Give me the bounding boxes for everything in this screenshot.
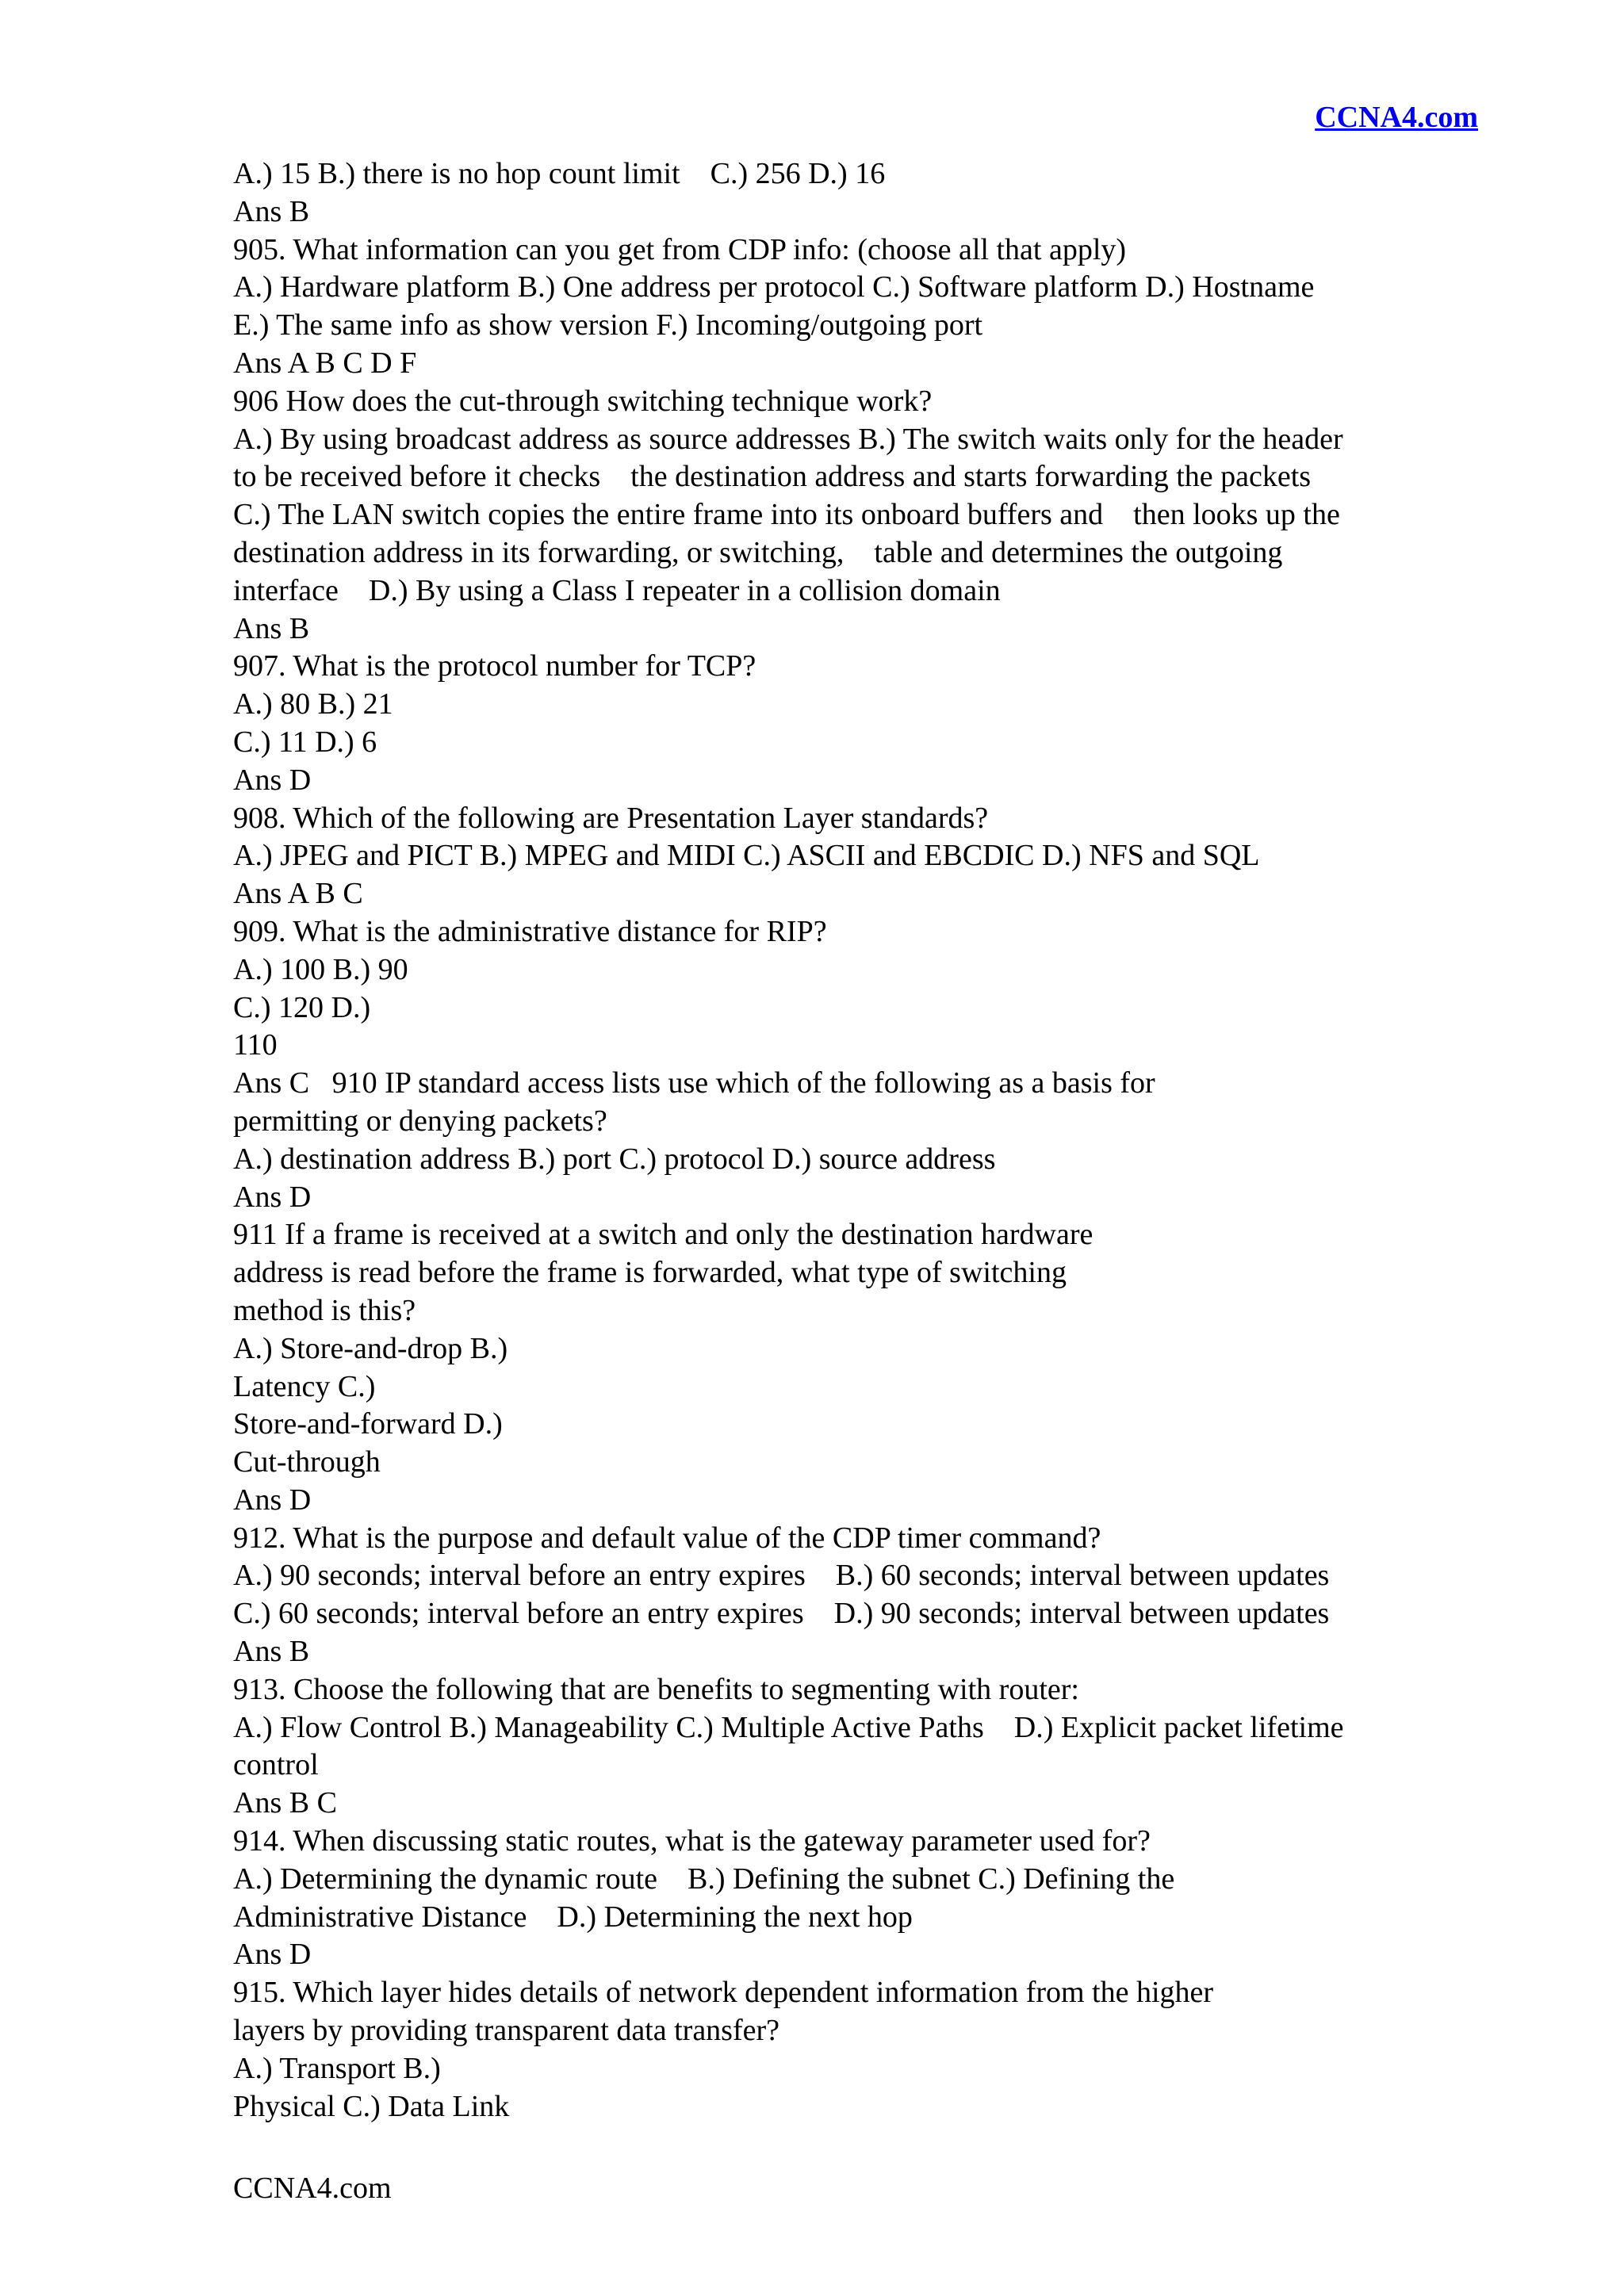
text-line: A.) Flow Control B.) Manageability C.) Multiple Active Paths D.) Explicit packet lifetime: [233, 1710, 1344, 1744]
text-line: C.) The LAN switch copies the entire frame into its onboard buffers and then looks up the: [233, 498, 1340, 532]
text-line: Latency C.): [233, 1369, 376, 1403]
text-line: 907. What is the protocol number for TCP?: [233, 649, 756, 683]
text-line: Ans B C: [233, 1786, 337, 1820]
text-line: 915. Which layer hides details of network dependent information from the higher: [233, 1976, 1214, 2010]
text-line: Physical C.) Data Link: [233, 2089, 510, 2123]
text-line: address is read before the frame is forwarded, what type of switching: [233, 1256, 1067, 1290]
text-line: 905. What information can you get from CDP info: (choose all that apply): [233, 232, 1127, 266]
text-line: Ans B: [233, 1635, 310, 1669]
text-line: control: [233, 1748, 319, 1782]
text-line: 110: [233, 1028, 278, 1062]
text-line: A.) Determining the dynamic route B.) Defining the subnet C.) Defining the: [233, 1862, 1175, 1896]
text-line: C.) 60 seconds; interval before an entry expires D.) 90 seconds; interval between updates: [233, 1597, 1330, 1631]
text-line: permitting or denying packets?: [233, 1104, 607, 1138]
text-line: Cut-through: [233, 1445, 381, 1479]
text-line: E.) The same info as show version F.) Incoming/outgoing port: [233, 308, 983, 342]
text-line: 908. Which of the following are Presentation Layer standards?: [233, 801, 989, 835]
text-line: C.) 120 D.): [233, 990, 371, 1024]
text-line: destination address in its forwarding, or switching, table and determines the outgoing: [233, 535, 1283, 569]
text-line: 912. What is the purpose and default value of the CDP timer command?: [233, 1521, 1101, 1555]
text-line: A.) destination address B.) port C.) protocol D.) source address: [233, 1142, 996, 1176]
text-line: Store-and-forward D.): [233, 1407, 503, 1441]
document-body: [233, 155, 1502, 2126]
text-line: interface D.) By using a Class I repeater in a collision domain: [233, 573, 1001, 607]
page-footer: CCNA4.com: [233, 2172, 392, 2205]
text-line: Ans A B C D F: [233, 346, 417, 380]
text-line: Ans D: [233, 763, 312, 797]
text-line: Ans D: [233, 1938, 312, 1972]
text-line: method is this?: [233, 1293, 416, 1327]
site-link[interactable]: CCNA4.com: [1315, 101, 1478, 134]
text-line: A.) Transport B.): [233, 2051, 441, 2085]
text-line: layers by providing transparent data transfer?: [233, 2014, 780, 2048]
text-line: A.) 80 B.) 21: [233, 687, 393, 721]
text-line: Ans D: [233, 1180, 312, 1214]
text-line: Ans D: [233, 1483, 312, 1517]
text-line: Ans B: [233, 611, 310, 645]
text-line: 914. When discussing static routes, what is the gateway parameter used for?: [233, 1824, 1151, 1858]
text-line: Ans B: [233, 194, 310, 228]
text-line: C.) 11 D.) 6: [233, 725, 377, 759]
text-line: 913. Choose the following that are benefits to segmenting with router:: [233, 1672, 1079, 1706]
text-line: A.) 100 B.) 90: [233, 952, 408, 986]
text-line: to be received before it checks the destination address and starts forwarding the packets: [233, 460, 1312, 494]
text-line: 911 If a frame is received at a switch and only the destination hardware: [233, 1218, 1094, 1252]
text-line: Administrative Distance D.) Determining the next hop: [233, 1900, 913, 1934]
text-line: A.) JPEG and PICT B.) MPEG and MIDI C.) ASCII and EBCDIC D.) NFS and SQL: [233, 839, 1260, 873]
text-line: A.) By using broadcast address as source addresses B.) The switch waits only for the header: [233, 422, 1343, 456]
text-line: A.) 90 seconds; interval before an entry expires B.) 60 seconds; interval between updates: [233, 1559, 1330, 1593]
text-line: 909. What is the administrative distance for RIP?: [233, 914, 827, 948]
text-line: Ans C 910 IP standard access lists use which of the following as a basis for: [233, 1066, 1155, 1100]
text-line: Ans A B C: [233, 877, 363, 911]
text-line: A.) Store-and-drop B.): [233, 1331, 508, 1365]
text-line: A.) Hardware platform B.) One address per protocol C.) Software platform D.) Hostname: [233, 270, 1315, 304]
text-line: 906 How does the cut-through switching technique work?: [233, 384, 933, 418]
text-line: A.) 15 B.) there is no hop count limit C.) 256 D.) 16: [233, 157, 886, 190]
